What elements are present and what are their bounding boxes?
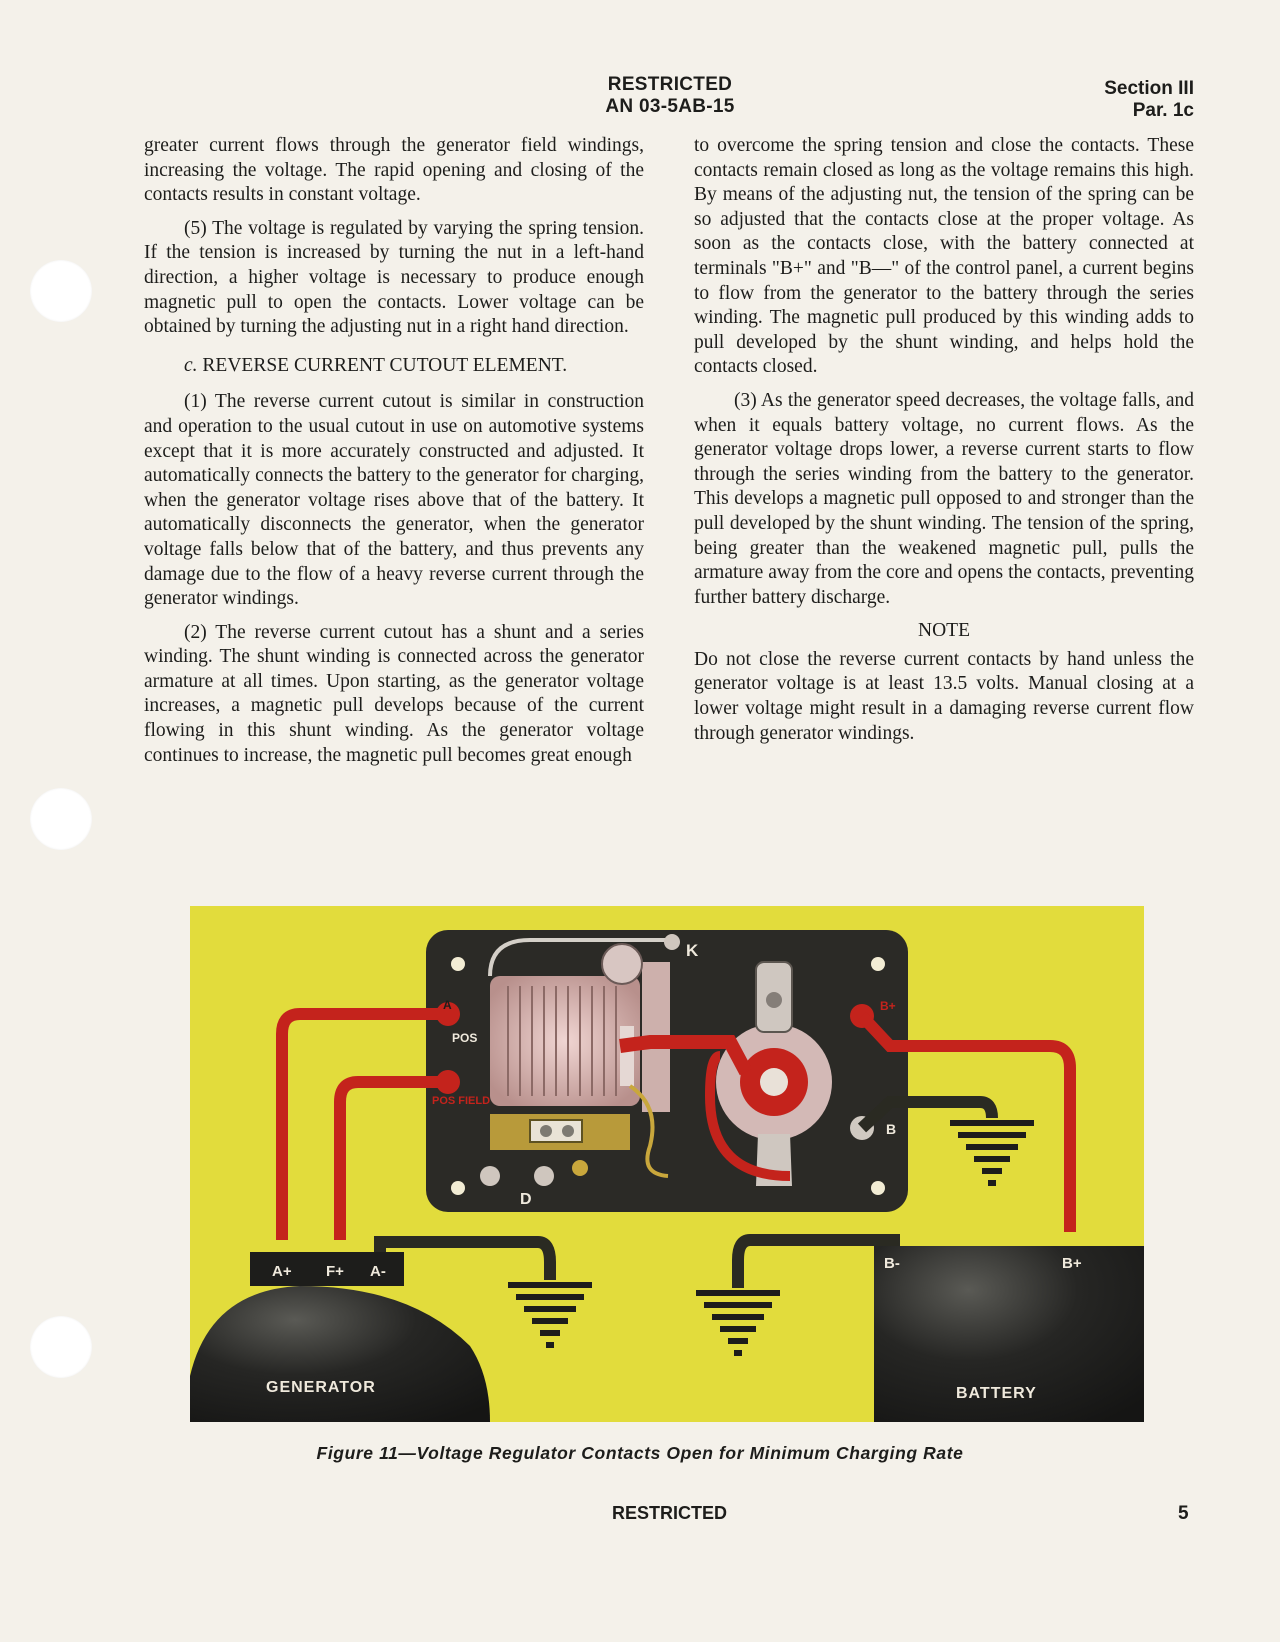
left-paragraph-3: (1) The reverse current cutout is similar in construction and operation to the usual cutout in use on automotive systems except that it is more accurately constructed and adjusted. It automatically connects the battery to the generator for charging, when the generator voltage rises above that of the battery. It automatically disconnects the generator, when the generator voltage falls below that of the battery, and thus prevents any damage due to the flow of a heavy reverse current through the generator windings. xyxy=(144,391,644,610)
right-paragraph-2: (3) As the generator speed decreases, the voltage falls, and when it equals battery voltage, no current flows. As the generator voltage drops lower, a reverse current starts to flow through the series winding from the battery to the generator. This develops a magnetic pull opposed to and stronger than the pull developed by the shunt winding. The tension of the spring, being greater than the weakened magnetic pull, pulls the armature away from the core and opens the contacts, preventing further battery discharge. xyxy=(694,389,1194,608)
mount-hole xyxy=(451,957,465,971)
left-paragraph-4: (2) The reverse current cutout has a shunt and a series winding. The shunt winding is connected across the generator armature at all times. Upon starting, as the generator voltage increases, a magnetic pull develops because of the current flowing in this shunt winding. As the generator voltage continues to increase, the magnetic pull becomes great enough xyxy=(144,621,644,766)
page-number: 5 xyxy=(1178,1503,1189,1524)
terminal-d xyxy=(480,1166,500,1186)
label-k: K xyxy=(686,941,699,960)
note-title: NOTE xyxy=(918,620,970,642)
mount-hole xyxy=(871,957,885,971)
header-section: Section III xyxy=(1104,78,1194,99)
wiring-diagram-svg xyxy=(190,906,1144,1422)
binder-hole-middle xyxy=(30,788,92,850)
page-header-right xyxy=(1104,78,1194,122)
label-bat-b-plus: B+ xyxy=(1062,1255,1082,1272)
mount-hole xyxy=(451,1181,465,1195)
label-b-minus-terminal: B xyxy=(886,1121,897,1137)
binder-hole-top xyxy=(30,260,92,322)
right-column xyxy=(694,134,1194,755)
adjusting-nut xyxy=(602,944,642,984)
binder-hole-bottom xyxy=(30,1316,92,1378)
figure-caption: Figure 11—Voltage Regulator Contacts Open for Minimum Charging Rate xyxy=(316,1443,964,1463)
footer-classification: RESTRICTED xyxy=(612,1503,728,1523)
figure-wiring-diagram xyxy=(190,906,1144,1422)
regulator-coil xyxy=(490,976,640,1106)
label-gen-f-plus: F+ xyxy=(326,1263,344,1280)
label-b-plus-terminal: B+ xyxy=(880,999,896,1013)
label-gen-a-plus: A+ xyxy=(272,1263,292,1280)
label-pos-field: POS FIELD xyxy=(432,1095,491,1107)
section-heading-text: REVERSE CURRENT CUTOUT ELEMENT. xyxy=(202,354,568,376)
page-header-center xyxy=(560,74,780,118)
left-paragraph-2: (5) The voltage is regulated by varying the spring tension. If the tension is increased by turning the nut in a left-hand direction, a higher voltage is necessary to produce enough magnetic pull to open the contacts. Lower voltage can be obtained by turning the adjusting nut in a right hand direction. xyxy=(144,217,644,338)
label-d: D xyxy=(520,1191,532,1208)
label-gen-a-minus: A- xyxy=(370,1263,386,1280)
left-paragraph-1: greater current flows through the generator field windings, increasing the voltage. The rapid opening and closing of the contacts results in constant voltage. xyxy=(144,135,644,206)
label-a: A xyxy=(443,998,452,1012)
label-battery: BATTERY xyxy=(956,1385,1037,1402)
terminal-k xyxy=(664,934,680,950)
section-heading xyxy=(144,354,644,379)
label-pos: POS xyxy=(452,1031,478,1045)
contact-spring xyxy=(620,1026,634,1086)
right-paragraph-1: to overcome the spring tension and close the contacts. These contacts remain closed as long as the voltage remains this high. By means of the adjusting nut, the tension of the spring can be so adjusted that the contacts close at the proper voltage. As soon as the contacts close, with the battery connected at terminals "B+" and "B—" of the control panel, a current begins to flow from the generator to the battery through the series winding. The magnetic pull produced by this winding adds to pull developed by the shunt winding, and helps hold the contacts closed. xyxy=(694,135,1194,378)
section-heading-letter: c. xyxy=(184,354,198,376)
label-generator: GENERATOR xyxy=(266,1379,376,1396)
note-body: Do not close the reverse current contacts by hand unless the generator voltage is at least 13.5 volts. Manual closing at a lower voltage might result in a damaging reverse current flow through generator windings. xyxy=(694,648,1194,744)
header-paragraph: Par. 1c xyxy=(1132,100,1194,121)
header-doc-number: AN 03-5AB-15 xyxy=(605,96,735,117)
header-classification: RESTRICTED xyxy=(607,74,733,95)
left-column xyxy=(144,134,644,777)
mount-hole xyxy=(871,1181,885,1195)
label-bat-b-minus: B- xyxy=(884,1255,900,1272)
